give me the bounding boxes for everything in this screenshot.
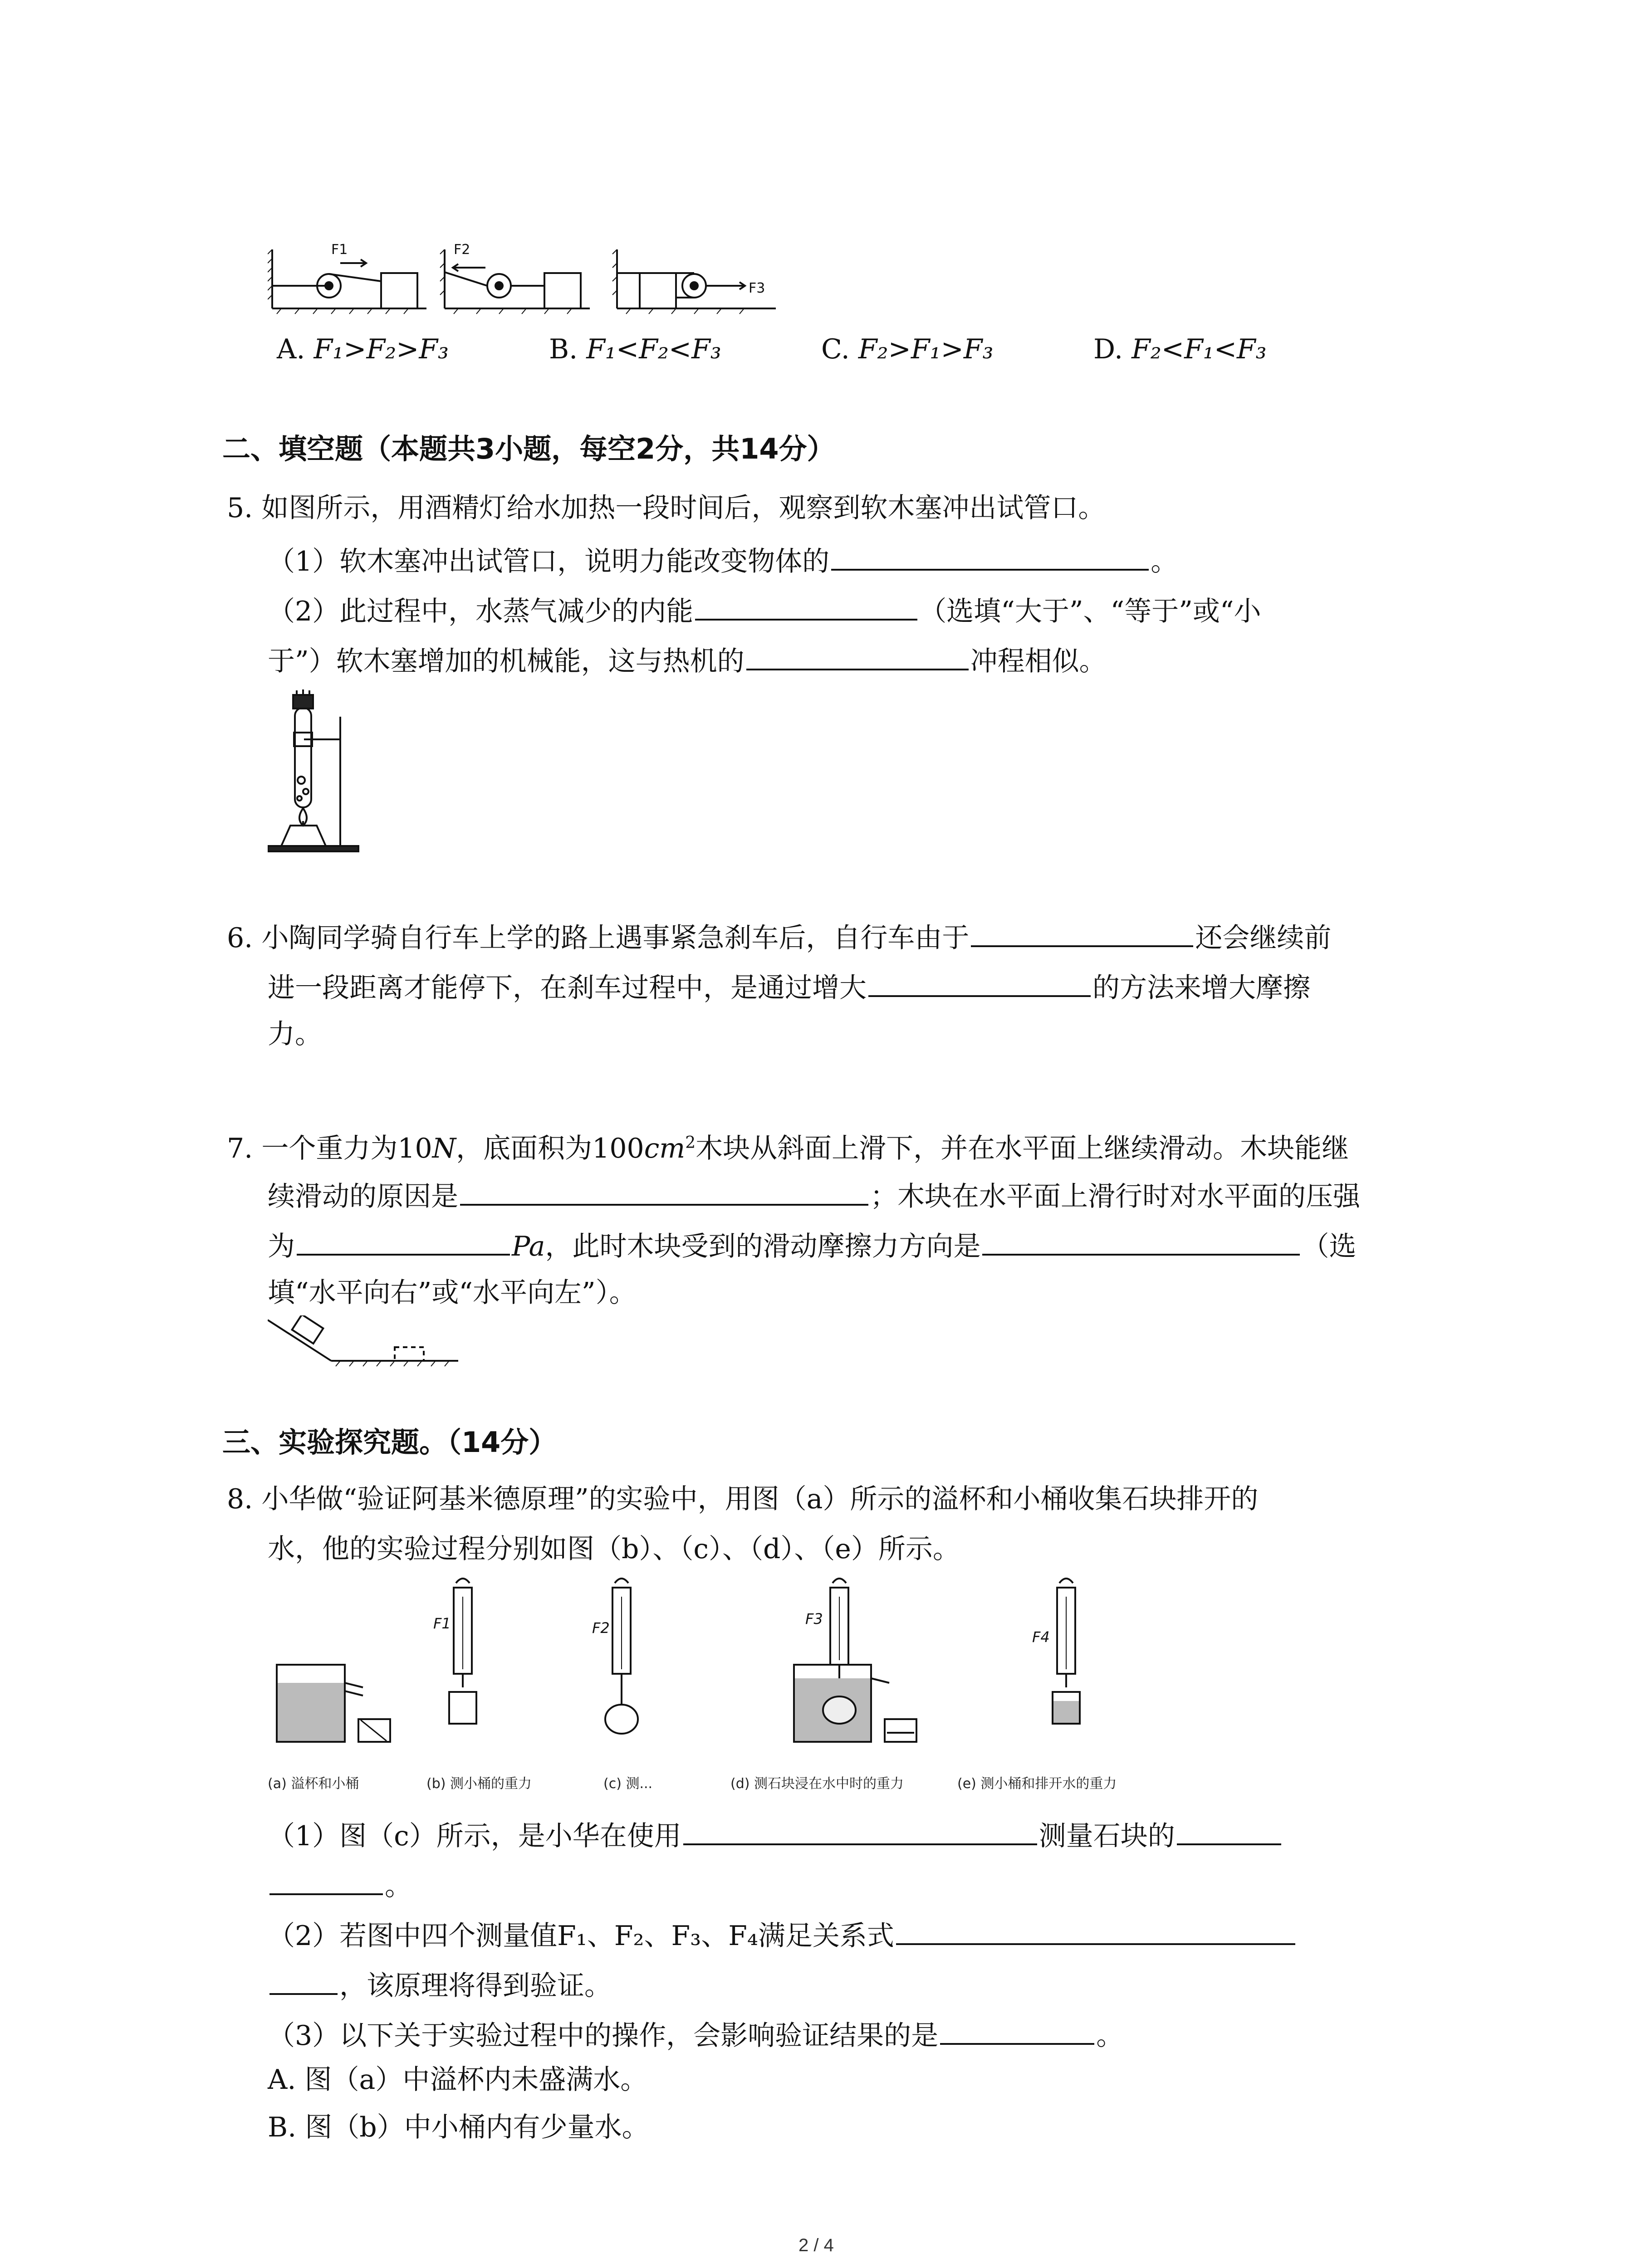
incline-figure xyxy=(268,1315,463,1370)
spring-scale-e xyxy=(1053,1579,1080,1724)
pulley-label-1: F1 xyxy=(331,242,348,258)
q6-blank-2[interactable] xyxy=(868,966,1091,997)
q8-option-a: A. 图（a）中溢杯内未盛满水。 xyxy=(268,2064,648,2096)
page-number: 2 / 4 xyxy=(798,2235,834,2255)
q7-line4: 填“水平向右”或“水平向左”）。 xyxy=(268,1277,637,1309)
q5-blank-1[interactable] xyxy=(831,540,1149,571)
caption-a: (a) 溢杯和小桶 xyxy=(268,1776,359,1792)
q8-blank-3-cont[interactable] xyxy=(269,1964,338,1995)
q7-blank-2[interactable] xyxy=(297,1225,510,1256)
section-heading-fill-in: 二、填空题（本题共3小题，每空2分，共14分） xyxy=(222,432,835,465)
q6-line3: 力。 xyxy=(268,1018,322,1050)
q4-option-c: C. F₂>F₁>F₃ xyxy=(821,333,994,365)
q8-blank-3[interactable] xyxy=(896,1914,1295,1945)
pulley-figure-2 xyxy=(440,249,590,314)
q8-blank-2[interactable] xyxy=(1177,1814,1281,1845)
q6-blank-1[interactable] xyxy=(971,916,1193,947)
caption-e: (e) 测小桶和排开水的重力 xyxy=(957,1776,1117,1792)
caption-d: (d) 测石块浸在水中时的重力 xyxy=(730,1776,904,1792)
q6-line1: 6. 小陶同学骑自行车上学的路上遇事紧急刹车后，自行车由于 还会继续前 xyxy=(227,916,1331,956)
q8-blank-2-cont[interactable] xyxy=(269,1864,383,1895)
q7-blank-3[interactable] xyxy=(982,1225,1300,1256)
scale-label-f1: F1 xyxy=(433,1615,451,1632)
alcohol-lamp-figure xyxy=(268,689,372,853)
spring-scale-b xyxy=(449,1579,476,1724)
scale-label-f4: F4 xyxy=(1032,1628,1050,1646)
overflow-cup-figure xyxy=(277,1665,390,1742)
q8-part1-line1: （1）图（c）所示，是小华在使用 测量石块的 xyxy=(268,1814,1283,1854)
pulley-figures xyxy=(268,236,794,318)
q8-blank-1[interactable] xyxy=(683,1814,1037,1845)
q5-part2-line2: 于”）软木塞增加的机械能，这与热机的 冲程相似。 xyxy=(268,640,1107,679)
q8-part1-line2: 。 xyxy=(268,1864,412,1904)
q7-blank-1[interactable] xyxy=(460,1175,868,1206)
section-heading-experiment: 三、实验探究题。（14分） xyxy=(222,1426,557,1459)
q5-part2-line1: （2）此过程中，水蒸气减少的内能 （选填“大于”、“等于”或“小 xyxy=(268,590,1261,630)
scale-label-f2: F2 xyxy=(592,1619,610,1637)
q5-blank-3[interactable] xyxy=(746,640,969,670)
pulley-label-2: F2 xyxy=(454,242,470,258)
pulley-figure-1 xyxy=(268,249,426,314)
q8-blank-4[interactable] xyxy=(940,2014,1094,2045)
q5-blank-2[interactable] xyxy=(695,590,917,621)
q7-line1: 7. 一个重力为10N，底面积为$100cm^2$木块从斜面上滑下，并在水平面上继续滑动。木块能继 xyxy=(227,1133,1349,1164)
q5-stem: 5. 如图所示，用酒精灯给水加热一段时间后，观察到软木塞冲出试管口。 xyxy=(227,492,1106,524)
caption-b: (b) 测小桶的重力 xyxy=(426,1776,532,1792)
spring-scale-c xyxy=(605,1579,638,1734)
q7-line2: 续滑动的原因是 ；木块在水平面上滑行时对水平面的压强 xyxy=(268,1175,1360,1215)
q4-option-b: B. F₁<F₂<F₃ xyxy=(549,333,721,365)
caption-c: (c) 测... xyxy=(603,1776,653,1792)
spring-scale-d xyxy=(794,1579,916,1742)
pulley-label-3: F3 xyxy=(749,280,765,296)
q8-part3: （3）以下关于实验过程中的操作，会影响验证结果的是 。 xyxy=(268,2014,1123,2054)
q8-line1: 8. 小华做“验证阿基米德原理”的实验中，用图（a）所示的溢杯和小桶收集石块排开的 xyxy=(227,1483,1259,1515)
q4-option-d: D. F₂<F₁<F₃ xyxy=(1093,333,1267,365)
q8-option-b: B. 图（b）中小桶内有少量水。 xyxy=(268,2112,649,2143)
q7-line3: 为 Pa，此时木块受到的滑动摩擦力方向是 （选 xyxy=(268,1225,1356,1265)
q4-option-a: A. F₁>F₂>F₃ xyxy=(277,333,449,365)
q8-part2-line2: ，该原理将得到验证。 xyxy=(268,1964,612,2004)
q8-part2-line1: （2）若图中四个测量值F₁、F₂、F₃、F₄满足关系式 xyxy=(268,1914,1297,1954)
q5-part1: （1）软木塞冲出试管口，说明力能改变物体的 。 xyxy=(268,540,1178,580)
scale-label-f3: F3 xyxy=(805,1610,823,1628)
q6-line2: 进一段距离才能停下，在刹车过程中，是通过增大 的方法来增大摩擦 xyxy=(268,966,1310,1006)
archimedes-figures xyxy=(268,1574,1175,1774)
q8-line2: 水，他的实验过程分别如图（b）、（c）、（d）、（e）所示。 xyxy=(268,1533,960,1565)
